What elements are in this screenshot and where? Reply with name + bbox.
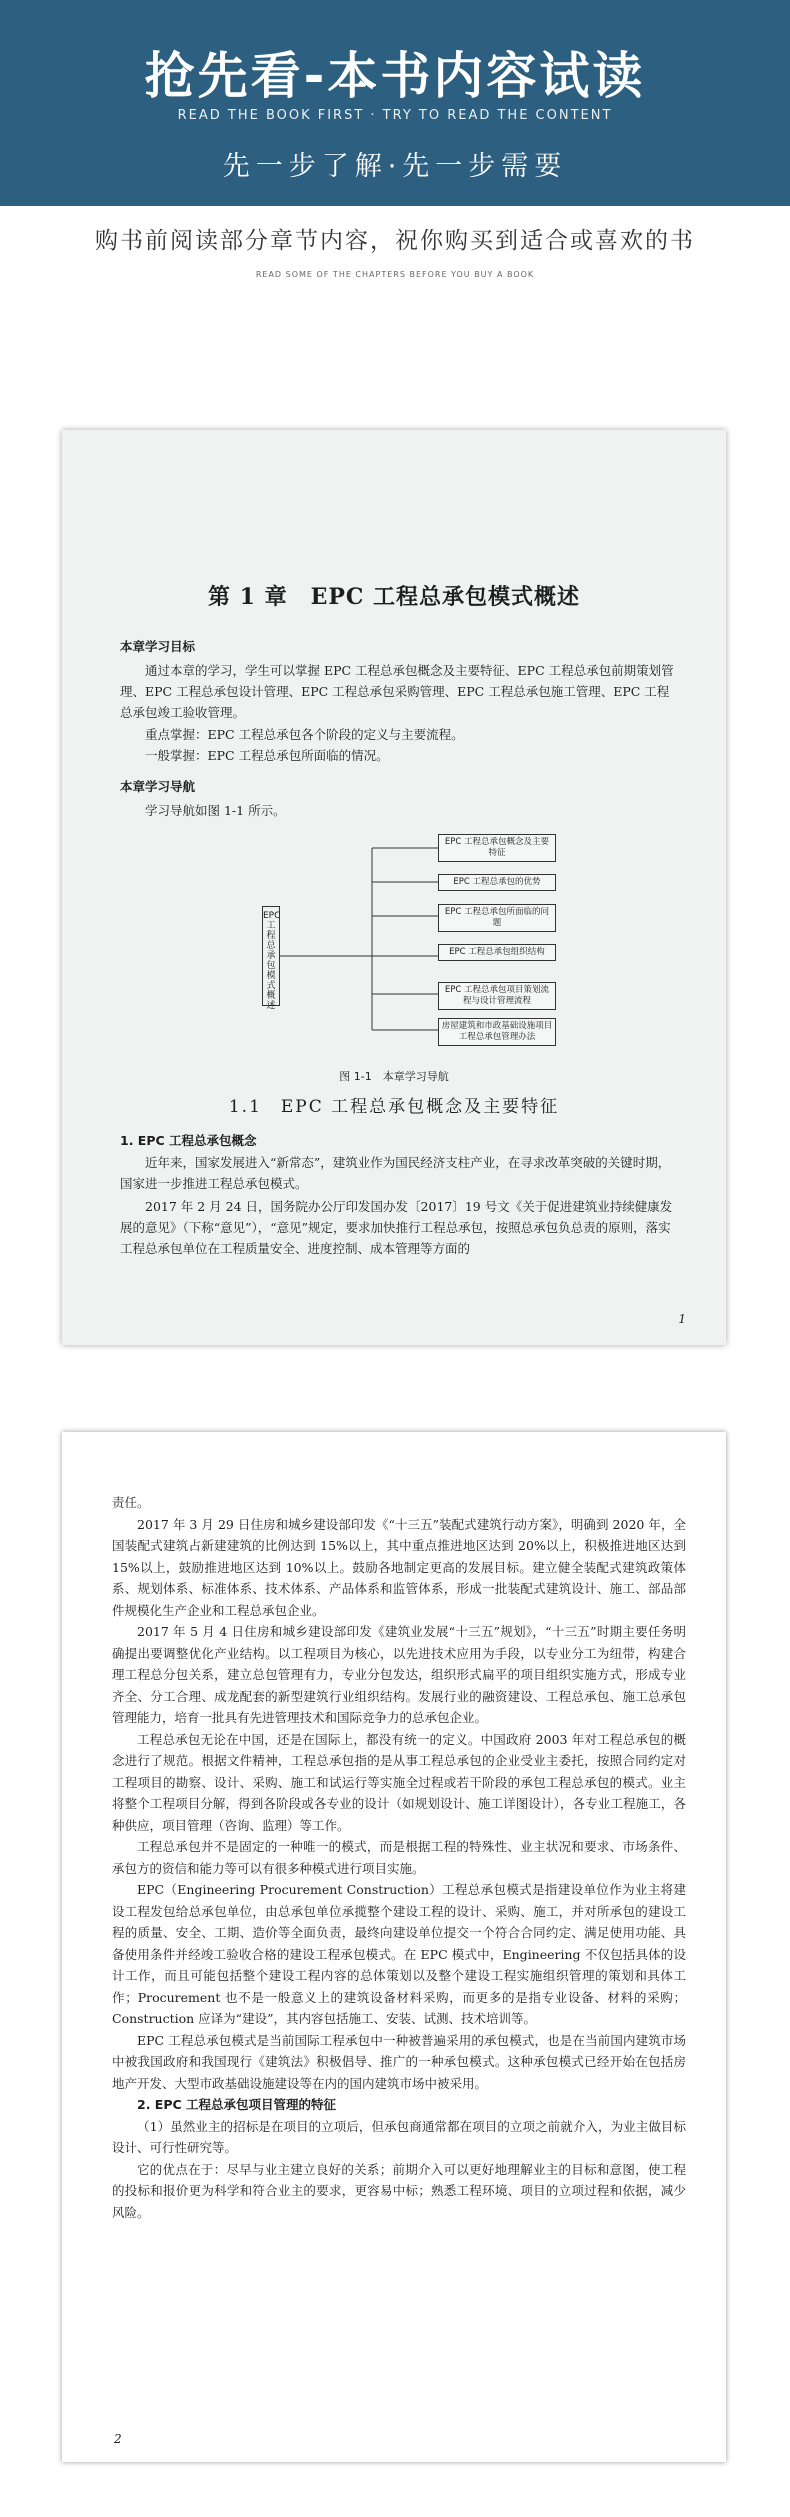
body-paragraph: 近年来，国家发展进入“新常态”，建筑业作为国民经济支柱产业，在寻求改革突破的关键时期，国家进一步推进工程总承包模式。 [120,1155,671,1191]
book-page-1 [62,430,726,1345]
header-banner [0,0,790,206]
body-paragraph: 2017 年 5 月 4 日住房和城乡建设部印发《建筑业发展“十三五”规划》，“十三五”时期主要任务明确提出要调整优化产业结构。以工程项目为核心，以先进技术应用为手段，以专业分工为纽带，构建合理工程总分包关系，建立总包管理有力，专业分包发达，组织形式扁平的项目组织实施方式，形成专业齐全、分工合理、成龙配套的新型建筑行业组织结构。发展行业的融资建设、工程总承包、施工总承包管理能力，培育一批具有先进管理技术和国际竞争力的总承包企业。 [112,1624,686,1725]
diagram-root-node: EPC工程总承包模式概述 [262,906,280,1006]
body-paragraph: 2017 年 2 月 24 日，国务院办公厅印发国办发〔2017〕19 号文《关于促进建筑业持续健康发展的意见》（下称“意见”），“意见”规定，要求加快推行工程总承包，按照总承包负总责的原则，落实工程总承包单位在工程质量安全、进度控制、成本管理等方面的 [120,1199,673,1256]
page-number: 2 [114,2432,122,2446]
diagram-node-planning-process: EPC 工程总承包项目策划流程与设计管理流程 [438,982,556,1010]
goals-heading: 本章学习目标 [120,639,196,654]
banner-title: 抢先看-本书内容试读 [144,47,646,105]
section-title: 1.1 EPC 工程总承包概念及主要特征 [228,1097,560,1117]
goals-key-point: 重点掌握：EPC 工程总承包各个阶段的定义与主要流程。 [145,727,464,742]
page-body [112,1492,686,2223]
intro-text: 购书前阅读部分章节内容，祝你购买到适合或喜欢的书 [95,228,695,254]
nav-heading: 本章学习导航 [120,779,196,794]
diagram-node-organization: EPC 工程总承包组织结构 [438,944,556,961]
page-number: 1 [678,1312,686,1326]
diagram-node-management-measures: 房屋建筑和市政基础设施项目工程总承包管理办法 [438,1018,556,1046]
body-paragraph: 工程总承包并不是固定的一种唯一的模式，而是根据工程的特殊性、业主状况和要求、市场条件、承包方的资信和能力等可以有很多种模式进行项目实施。 [112,1839,686,1876]
goals-paragraph: 通过本章的学习，学生可以掌握 EPC 工程总承包概念及主要特征、EPC 工程总承包前期策划管理、EPC 工程总承包设计管理、EPC 工程总承包采购管理、EPC 工程总承包施工管理、EPC 工程总承包竣工验收管理。 [120,663,674,720]
diagram-connectors [262,830,662,1050]
diagram-node-concept: EPC 工程总承包概念及主要特征 [438,834,556,862]
intro-text-en: READ SOME OF THE CHAPTERS BEFORE YOU BUY A BOOK [255,270,535,279]
diagram-node-advantages: EPC 工程总承包的优势 [438,874,556,891]
learning-navigation-diagram [262,830,662,1050]
body-paragraph: 工程总承包无论在中国，还是在国际上，都没有统一的定义。中国政府 2003 年对工程总承包的概念进行了规范。根据文件精神，工程总承包指的是从事工程总承包的企业受业主委托，按照合同约定对工程项目的勘察、设计、采购、施工和试运行等实施全过程或若干阶段的承包工程总承包的模式。业主将整个工程项目分解，得到各阶段或各专业的设计（如规划设计、施工详图设计），各专业工程施工，各种供应，项目管理（咨询、监理）等工作。 [112,1731,686,1833]
body-paragraph: EPC 工程总承包模式是当前国际工程承包中一种被普遍采用的承包模式，也是在当前国内建筑市场中被我国政府和我国现行《建筑法》积极倡导、推广的一种承包模式。这种承包模式已经开始在包括房地产开发、大型市政基础设施建设等在内的国内建筑市场中被采用。 [112,2032,686,2091]
body-paragraph: 2017 年 3 月 29 日住房和城乡建设部印发《“十三五”装配式建筑行动方案》，明确到 2020 年，全国装配式建筑占新建建筑的比例达到 15%以上，其中重点推进地区达到 20%以上，积极推进地区达到 15%以上，鼓励推进地区达到 10%以上。鼓励各地制定更高的发展目标。建立健全装配式建筑政策体系、规划体系、标准体系、技术体系、产品体系和监管体系，形成一批装配式建筑设计、施工、部品部件规模化生产企业和工程总承包企业。 [112,1516,686,1618]
diagram-node-problems: EPC 工程总承包所面临的问题 [438,904,556,932]
body-paragraph: 它的优点在于：尽早与业主建立良好的关系；前期介入可以更好地理解业主的目标和意图，使工程的投标和报价更为科学和符合业主的要求，更容易中标；熟悉工程环境、项目的立项过程和依据，减少风险。 [112,2161,686,2220]
body-paragraph: （1）虽然业主的招标是在项目的立项后，但承包商通常都在项目的立项之前就介入，为业主做目标设计、可行性研究等。 [112,2118,686,2155]
banner-subtitle: READ THE BOOK FIRST · TRY TO READ THE CONTENT [177,108,613,123]
body-paragraph: 责任。 [112,1495,150,1510]
body-paragraph: EPC（Engineering Procurement Construction）工程总承包模式是指建设单位作为业主将建设工程发包给总承包单位，由总承包单位承揽整个建设工程的设计、采购、施工，并对所承包的建设工程的质量、安全、工期、造价等全面负责，最终向建设单位提交一个符合合同约定、满足使用功能、具备使用条件并经竣工验收合格的建设工程承包模式。在 EPC 模式中，Engineering 不仅包括具体的设计工作，而且可能包括整个建设工程内容的总体策划以及整个建设工程实施组织管理的策划和具体工作；Procurement 也不是一般意义上的建筑设备材料采购，而更多的是指专业设备、材料的采购；Construction 应译为“建设”，其内容包括施工、安装、试测、技术培训等。 [112,1882,686,2026]
banner-tagline: 先一步了解·先一步需要 [222,151,568,182]
subsection-heading: 1. EPC 工程总承包概念 [120,1133,257,1148]
book-page-2 [62,1432,726,2462]
chapter-title: 第 1 章 EPC 工程总承包模式概述 [207,584,581,610]
figure-caption: 图 1-1 本章学习导航 [339,1070,449,1083]
subsection-heading: 2. EPC 工程总承包项目管理的特征 [137,2097,337,2112]
goals-general-point: 一般掌握：EPC 工程总承包所面临的情况。 [145,748,389,763]
nav-text: 学习导航如图 1-1 所示。 [145,803,286,818]
